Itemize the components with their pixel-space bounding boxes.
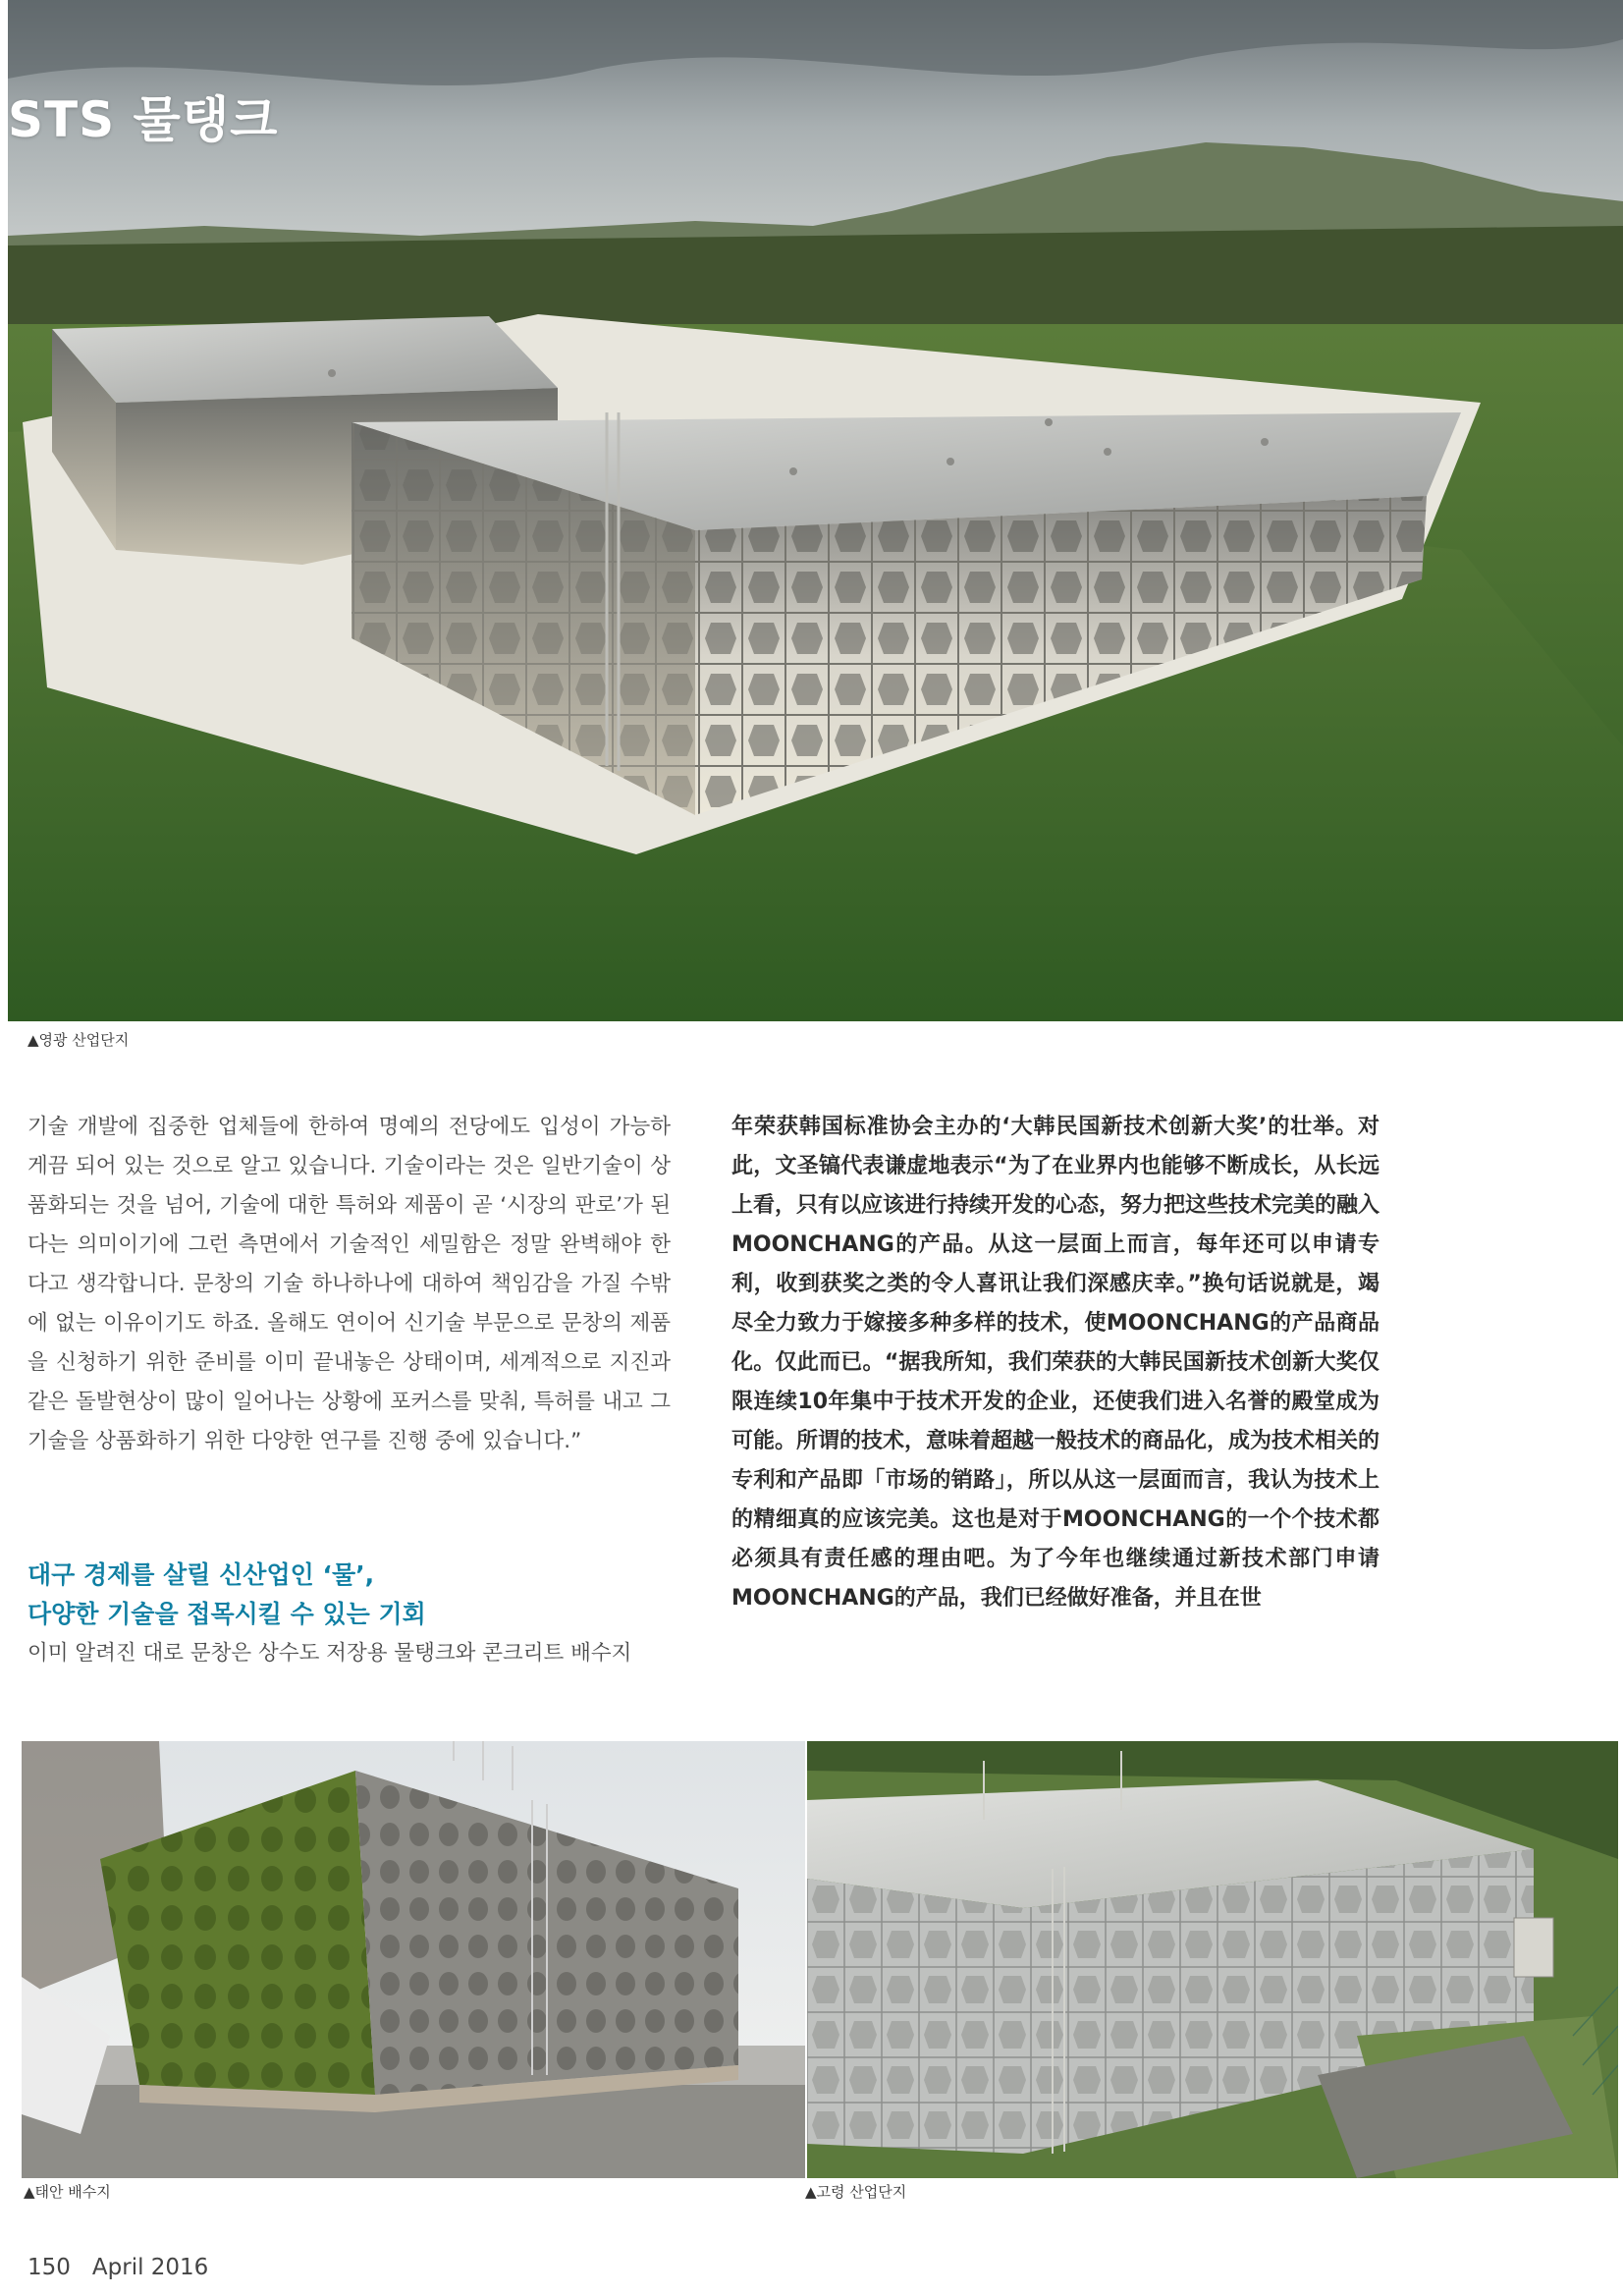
article-paragraph: 이미 알려진 대로 문창은 상수도 저장용 물탱크와 콘크리트 배수지 <box>27 1641 632 1666</box>
right-photo-caption: ▲고령 산업단지 <box>805 2183 907 2201</box>
water-tank-hero-image <box>8 0 1623 1021</box>
hero-photo <box>8 0 1623 1021</box>
article-subheading <box>27 1556 671 1634</box>
article-right-column <box>731 1108 1380 1618</box>
green-tank-image <box>22 1741 805 2178</box>
photo-goryeong-industrial <box>807 1741 1618 2178</box>
page-footer <box>27 2255 230 2280</box>
photo-taean-reservoir <box>22 1741 805 2178</box>
article-paragraph: 기술 개발에 집중한 업체들에 한하여 명예의 전당에도 입성이 가능하게끔 되어 있는 것으로 알고 있습니다. 기술이라는 것은 일반기술이 상품화되는 것을 넘어, 기술에 대한 특허와 제품이 곧 ‘시장의 판로’가 된다는 의미이기에 그런 측면에서 기술적인 세밀함은 정말 완벽해야 한다고 생각합니다. 문창의 기술 하나하나에 대하여 책임감을 가질 수밖에 없는 이유이기도 하죠. 올해도 연이어 신기술 부문으로 문창의 제품을 신청하기 위한 준비를 이미 끝내놓은 상태이며, 세계적으로 지진과 같은 돌발현상이 많이 일어나는 상황에 포커스를 맞춰, 특허를 내고 그 기술을 상품화하기 위한 다양한 연구를 진행 중에 있습니다.” <box>27 1115 671 1453</box>
left-photo-caption: ▲태안 배수지 <box>24 2183 111 2201</box>
subheading-line-1: 대구 경제를 살릴 신산업인 ‘물’, <box>27 1560 375 1589</box>
article-left-column <box>27 1108 671 1461</box>
page-number: 150 <box>27 2255 71 2280</box>
hero-caption: ▲영광 산업단지 <box>27 1031 130 1049</box>
issue-date: April 2016 <box>91 2255 209 2280</box>
article-left-column-continued <box>27 1634 671 1673</box>
article-paragraph-chinese: 年荣获韩国标准协会主办的‘大韩民国新技术创新大奖’的壮举。对此，文圣镐代表谦虚地表示“为了在业界内也能够不断成长，从长远上看，只有以应该进行持续开发的心态，努力把这些技术完美的融入MOONCHANG的产品。从这一层面上而言，每年还可以申请专利，收到获奖之类的令人喜讯让我们深感庆幸。”换句话说就是，竭尽全力致力于嫁接多种多样的技术，使MOONCHANG的产品商品化。仅此而已。“据我所知，我们荣获的大韩民国新技术创新大奖仅限连续10年集中于技术开发的企业，还使我们进入名誉的殿堂成为可能。所谓的技术，意味着超越一般技术的商品化，成为技术相关的专利和产品即「市场的销路」，所以从这一层面而言，我认为技术上的精细真的应该完美。这也是对于MOONCHANG的一个个技术都必须具有责任感的理由吧。为了今年也继续通过新技术部门申请MOONCHANG的产品，我们已经做好准备，并且在世 <box>731 1115 1380 1611</box>
steel-tank-image <box>807 1741 1618 2178</box>
subheading-line-2: 다양한 기술을 접목시킬 수 있는 기회 <box>27 1600 426 1628</box>
section-title: STS 물탱크 <box>8 91 279 148</box>
